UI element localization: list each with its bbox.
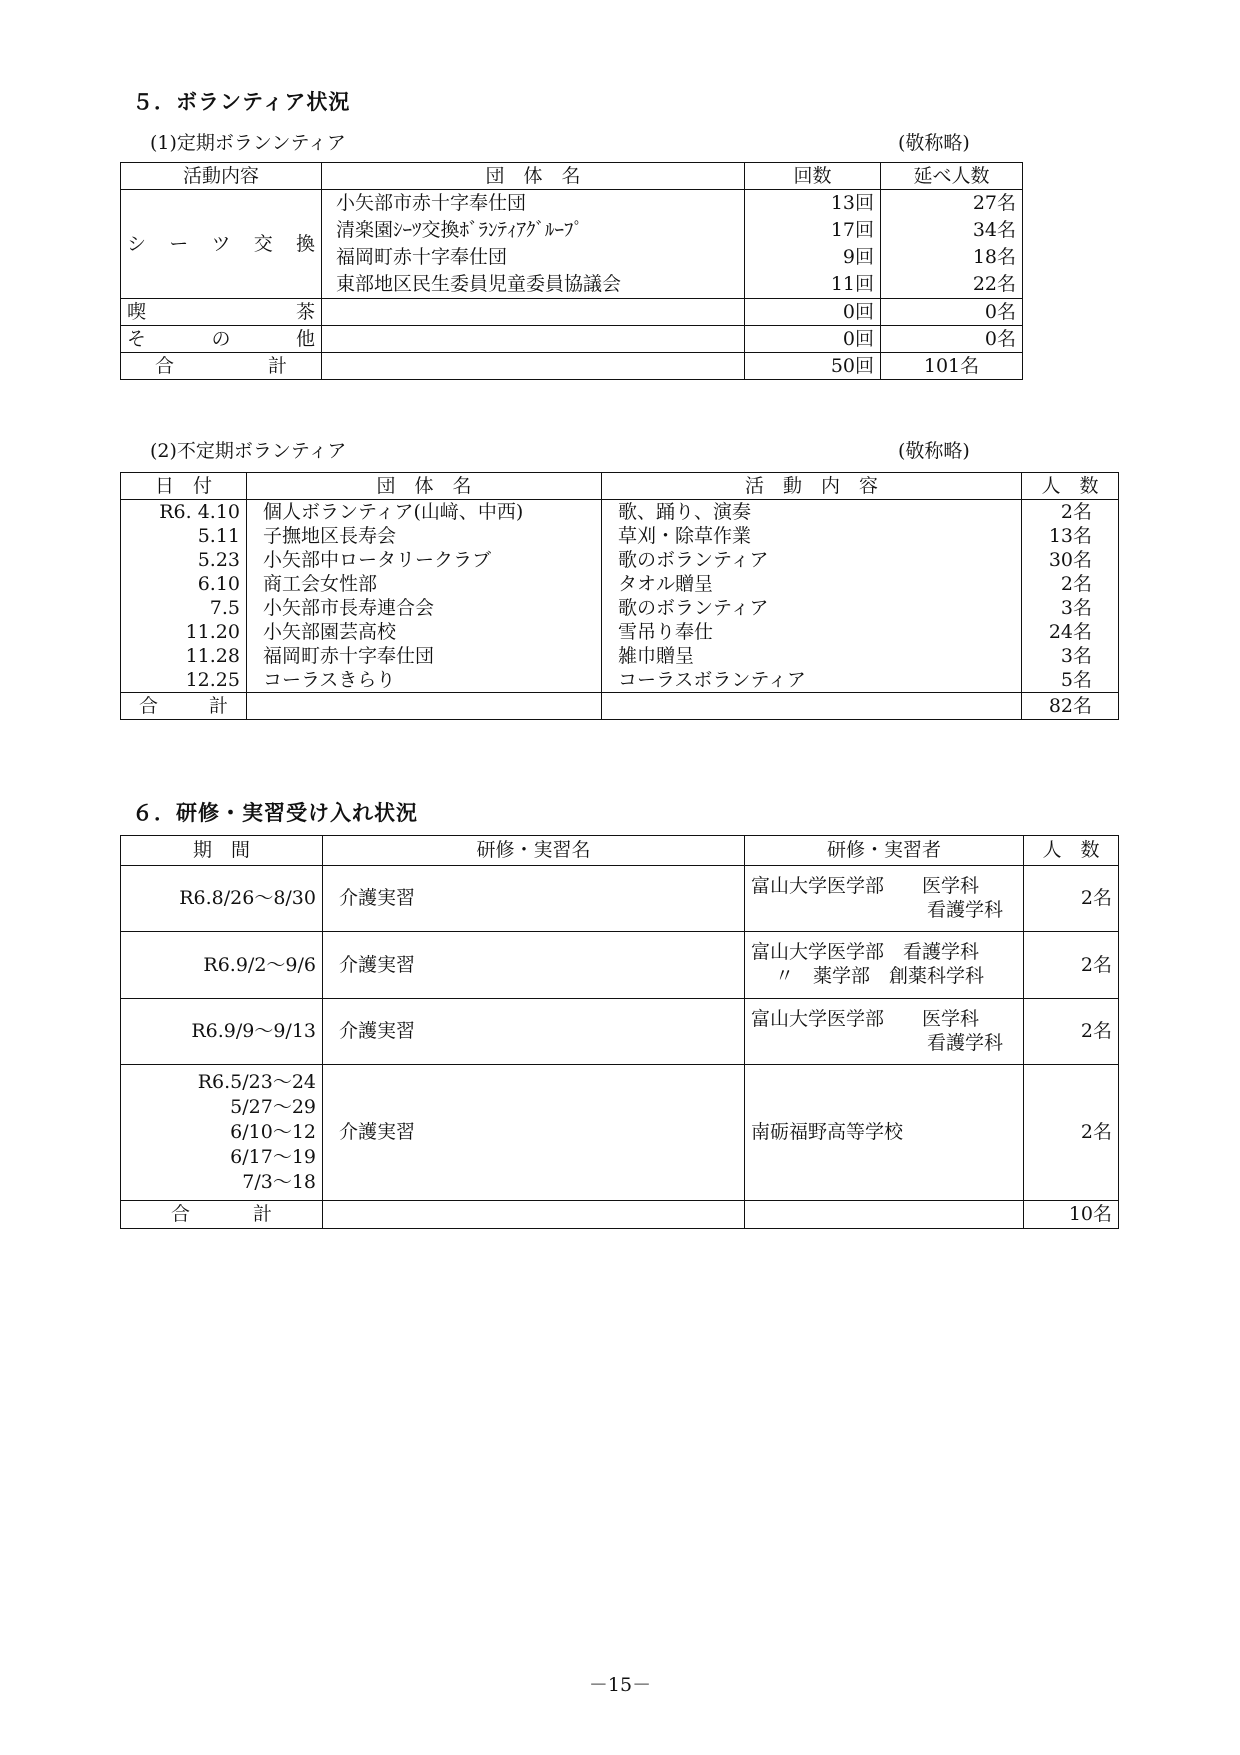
table-row-total — [121, 693, 1119, 720]
groups-column: 個人ボランティア(山﨑、中西) 子撫地区長寿会 小矢部中ロータリークラブ 商工会女性部 小矢部市長寿連合会 小矢部園芸高校 福岡町赤十字奉仕団 コーラスきらり — [247, 500, 602, 693]
header-trainee: 研修・実習者 — [745, 836, 1024, 866]
total-label: 合 計 — [121, 353, 322, 380]
regular-honorific: (敬称略) — [898, 132, 970, 154]
header-count: 回数 — [745, 163, 881, 190]
period: R6.9/2～9/6 — [121, 932, 323, 999]
header-date: 日 付 — [121, 473, 247, 500]
total-group — [322, 353, 745, 380]
header-period: 期 間 — [121, 836, 323, 866]
table-row — [121, 932, 1119, 999]
irregular-honorific: (敬称略) — [898, 440, 970, 462]
table-row-sheets — [121, 190, 1023, 299]
trainee: 南砺福野高等学校 — [745, 1065, 1024, 1201]
header-group: 団 体 名 — [247, 473, 602, 500]
people-column: 2名 13名 30名 2名 3名 24名 3名 5名 — [1022, 500, 1119, 693]
table-row — [121, 1065, 1119, 1201]
regular-subtitle: (1)定期ボランンティア — [150, 132, 346, 154]
people: 2名 — [1024, 932, 1119, 999]
total-people: 82名 — [1022, 693, 1119, 720]
tea-group — [322, 299, 745, 326]
irregular-volunteer-table — [120, 472, 1119, 720]
training-name: 介護実習 — [323, 932, 745, 999]
total-group — [247, 693, 602, 720]
page-number: －15－ — [588, 1674, 652, 1696]
trainee: 富山大学医学部 看護学科 〃 薬学部 創薬科学科 — [745, 932, 1024, 999]
trainee: 富山大学医学部 医学科 看護学科 — [745, 866, 1024, 932]
tea-count: 0回 — [745, 299, 881, 326]
total-label: 合 計 — [121, 1201, 323, 1229]
table-row — [121, 999, 1119, 1065]
header-activity: 活 動 内 容 — [602, 473, 1022, 500]
header-group: 団 体 名 — [322, 163, 745, 190]
activities-column: 歌、踊り、演奏 草刈・除草作業 歌のボランティア タオル贈呈 歌のボランティア 雪吊り奉仕 雑巾贈呈 コーラスボランティア — [602, 500, 1022, 693]
period: R6.8/26～8/30 — [121, 866, 323, 932]
irregular-subtitle: (2)不定期ボランティア — [150, 440, 347, 462]
total-name — [323, 1201, 745, 1229]
activity-sheets: シ ー ツ 交 換 — [121, 190, 322, 299]
period: R6.5/23～24 5/27～29 6/10～12 6/17～19 7/3～18 — [121, 1065, 323, 1201]
people: 2名 — [1024, 866, 1119, 932]
other-people: 0名 — [881, 326, 1023, 353]
table-header-row — [121, 473, 1119, 500]
header-activity: 活動内容 — [121, 163, 322, 190]
sheets-groups: 小矢部市赤十字奉仕団 清楽園ｼｰﾂ交換ﾎﾞﾗﾝﾃｨｱｸﾞﾙｰﾌﾟ 福岡町赤十字奉仕団 東部地区民生委員児童委員協議会 — [322, 190, 745, 299]
header-people: 延べ人数 — [881, 163, 1023, 190]
total-label: 合 計 — [121, 693, 247, 720]
table-row — [121, 866, 1119, 932]
sheets-counts: 13回 17回 9回 11回 — [745, 190, 881, 299]
total-people: 101名 — [881, 353, 1023, 380]
regular-volunteer-table — [120, 162, 1023, 380]
training-table — [120, 835, 1119, 1229]
tea-people: 0名 — [881, 299, 1023, 326]
table-row-other — [121, 326, 1023, 353]
table-row-total — [121, 353, 1023, 380]
table-row-tea — [121, 299, 1023, 326]
activity-other: そ の 他 — [121, 326, 322, 353]
dates-column: R6. 4.10 5.11 5.23 6.10 7.5 11.20 11.28 12.25 — [121, 500, 247, 693]
table-header-row — [121, 163, 1023, 190]
trainee: 富山大学医学部 医学科 看護学科 — [745, 999, 1024, 1065]
total-count: 50回 — [745, 353, 881, 380]
total-activity — [602, 693, 1022, 720]
sheets-people: 27名 34名 18名 22名 — [881, 190, 1023, 299]
other-group — [322, 326, 745, 353]
header-people: 人 数 — [1024, 836, 1119, 866]
people: 2名 — [1024, 999, 1119, 1065]
activity-tea: 喫 茶 — [121, 299, 322, 326]
table-header-row — [121, 836, 1119, 866]
other-count: 0回 — [745, 326, 881, 353]
total-people: 10名 — [1024, 1201, 1119, 1229]
people: 2名 — [1024, 1065, 1119, 1201]
header-people: 人 数 — [1022, 473, 1119, 500]
header-name: 研修・実習名 — [323, 836, 745, 866]
training-name: 介護実習 — [323, 866, 745, 932]
training-name: 介護実習 — [323, 1065, 745, 1201]
total-trainee — [745, 1201, 1024, 1229]
period: R6.9/9～9/13 — [121, 999, 323, 1065]
table-row — [121, 500, 1119, 693]
table-row-total — [121, 1201, 1119, 1229]
section5-title: ５．ボランティア状況 — [132, 90, 351, 114]
training-name: 介護実習 — [323, 999, 745, 1065]
section6-title: ６．研修・実習受け入れ状況 — [132, 801, 418, 825]
